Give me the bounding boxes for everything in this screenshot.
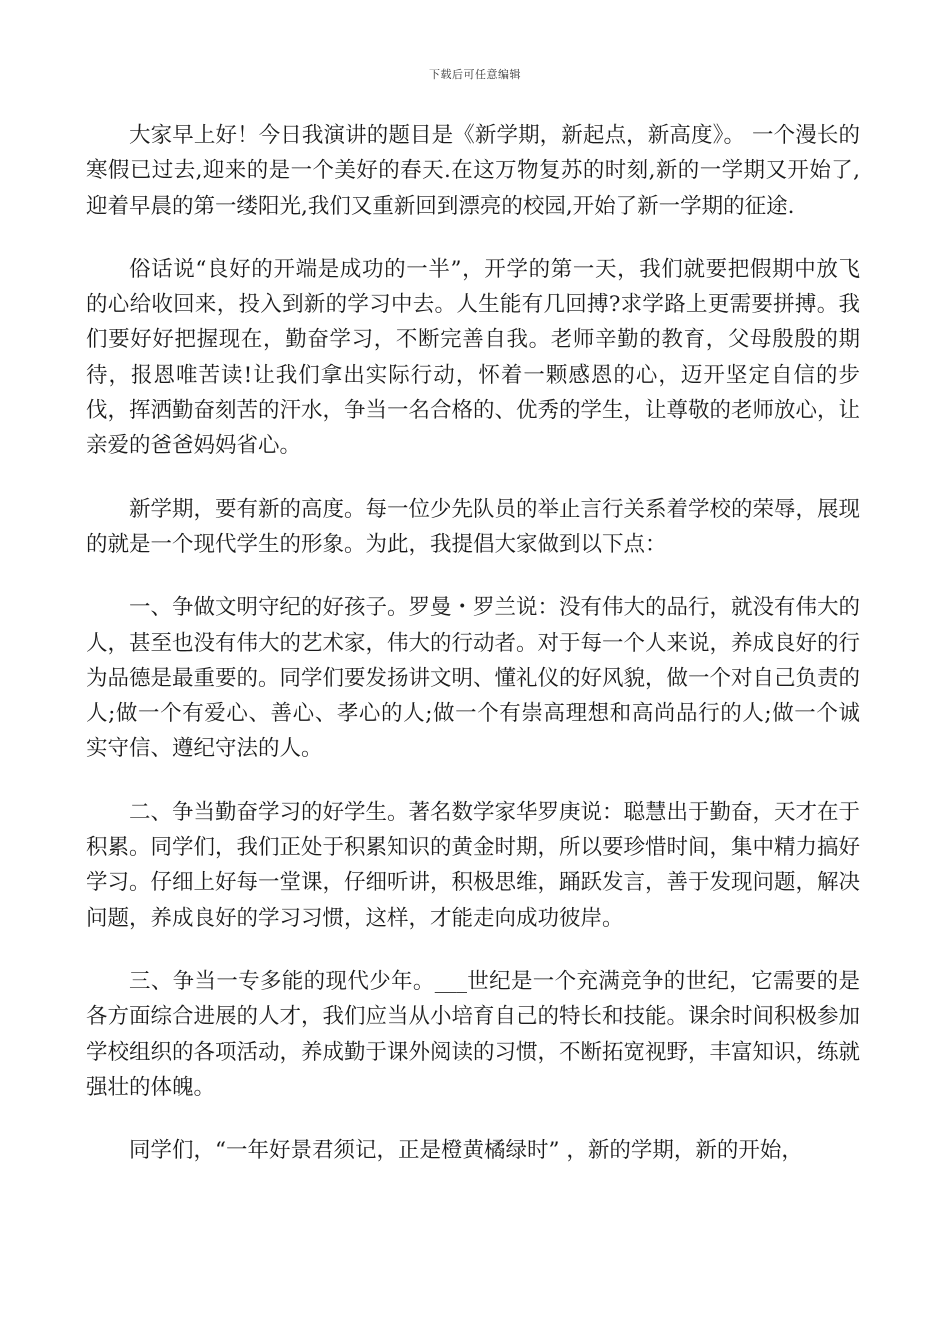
paragraph-greeting: 大家早上好！今日我演讲的题目是《新学期，新起点，新高度》。 一个漫长的寒假已过去,迎来的是一个美好的春天.在这万物复苏的时刻,新的一学期又开始了,迎着早晨的第一缕阳光,我们又重新回到漂亮的校园,开始了新一学期的征途. [86,123,860,219]
paragraph-closing: 同学们，“一年好景君须记，正是橙黄橘绿时” ，新的学期，新的开始， [129,1138,803,1164]
document-body [86,118,860,1196]
paragraph-point-three: 三、争当一专多能的现代少年。___世纪是一个充满竞争的世纪，它需要的是各方面综合进展的人才，我们应当从小培育自己的特长和技能。课余时间积极参加学校组织的各项活动，养成勤于课外阅读的习惯，不断拓宽视野，丰富知识，练就强壮的体魄。 [86,968,861,1100]
paragraph-good-start: 俗话说“良好的开端是成功的一半”，开学的第一天，我们就要把假期中放飞的心给收回来，投入到新的学习中去。人生能有几回搏?求学路上更需要拼搏。我们要好好把握现在，勤奋学习，不断完善自我。老师辛勤的教育，父母殷殷的期待，报恩唯苦读!让我们拿出实际行动，怀着一颗感恩的心，迈开坚定自信的步伐，挥洒勤奋刻苦的汗水，争当一名合格的、优秀的学生，让尊敬的老师放心，让亲爱的爸爸妈妈省心。 [86,256,861,459]
paragraph-new-height: 新学期，要有新的高度。每一位少先队员的举止言行关系着学校的荣辱，展现的就是一个现代学生的形象。为此，我提倡大家做到以下点： [86,496,861,557]
paragraph-point-two: 二、争当勤奋学习的好学生。著名数学家华罗庚说：聪慧出于勤奋，天才在于积累。同学们，我们正处于积累知识的黄金时期，所以要珍惜时间，集中精力搞好学习。仔细上好每一堂课，仔细听讲，积极思维，踊跃发言，善于发现问题，解决问题，养成良好的学习习惯，这样，才能走向成功彼岸。 [86,799,861,931]
paragraph-point-one: 一、争做文明守纪的好孩子。罗曼・罗兰说：没有伟大的品行，就没有伟大的人，甚至也没有伟大的艺术家，伟大的行动者。对于每一个人来说，养成良好的行为品德是最重要的。同学们要发扬讲文明、懂礼仪的好风貌，做一个对自己负责的人;做一个有爱心、善心、孝心的人;做一个有崇高理想和高尚品行的人;做一个诚实守信、遵纪守法的人。 [86,595,861,762]
header-note: 下载后可任意编辑 [429,68,521,81]
